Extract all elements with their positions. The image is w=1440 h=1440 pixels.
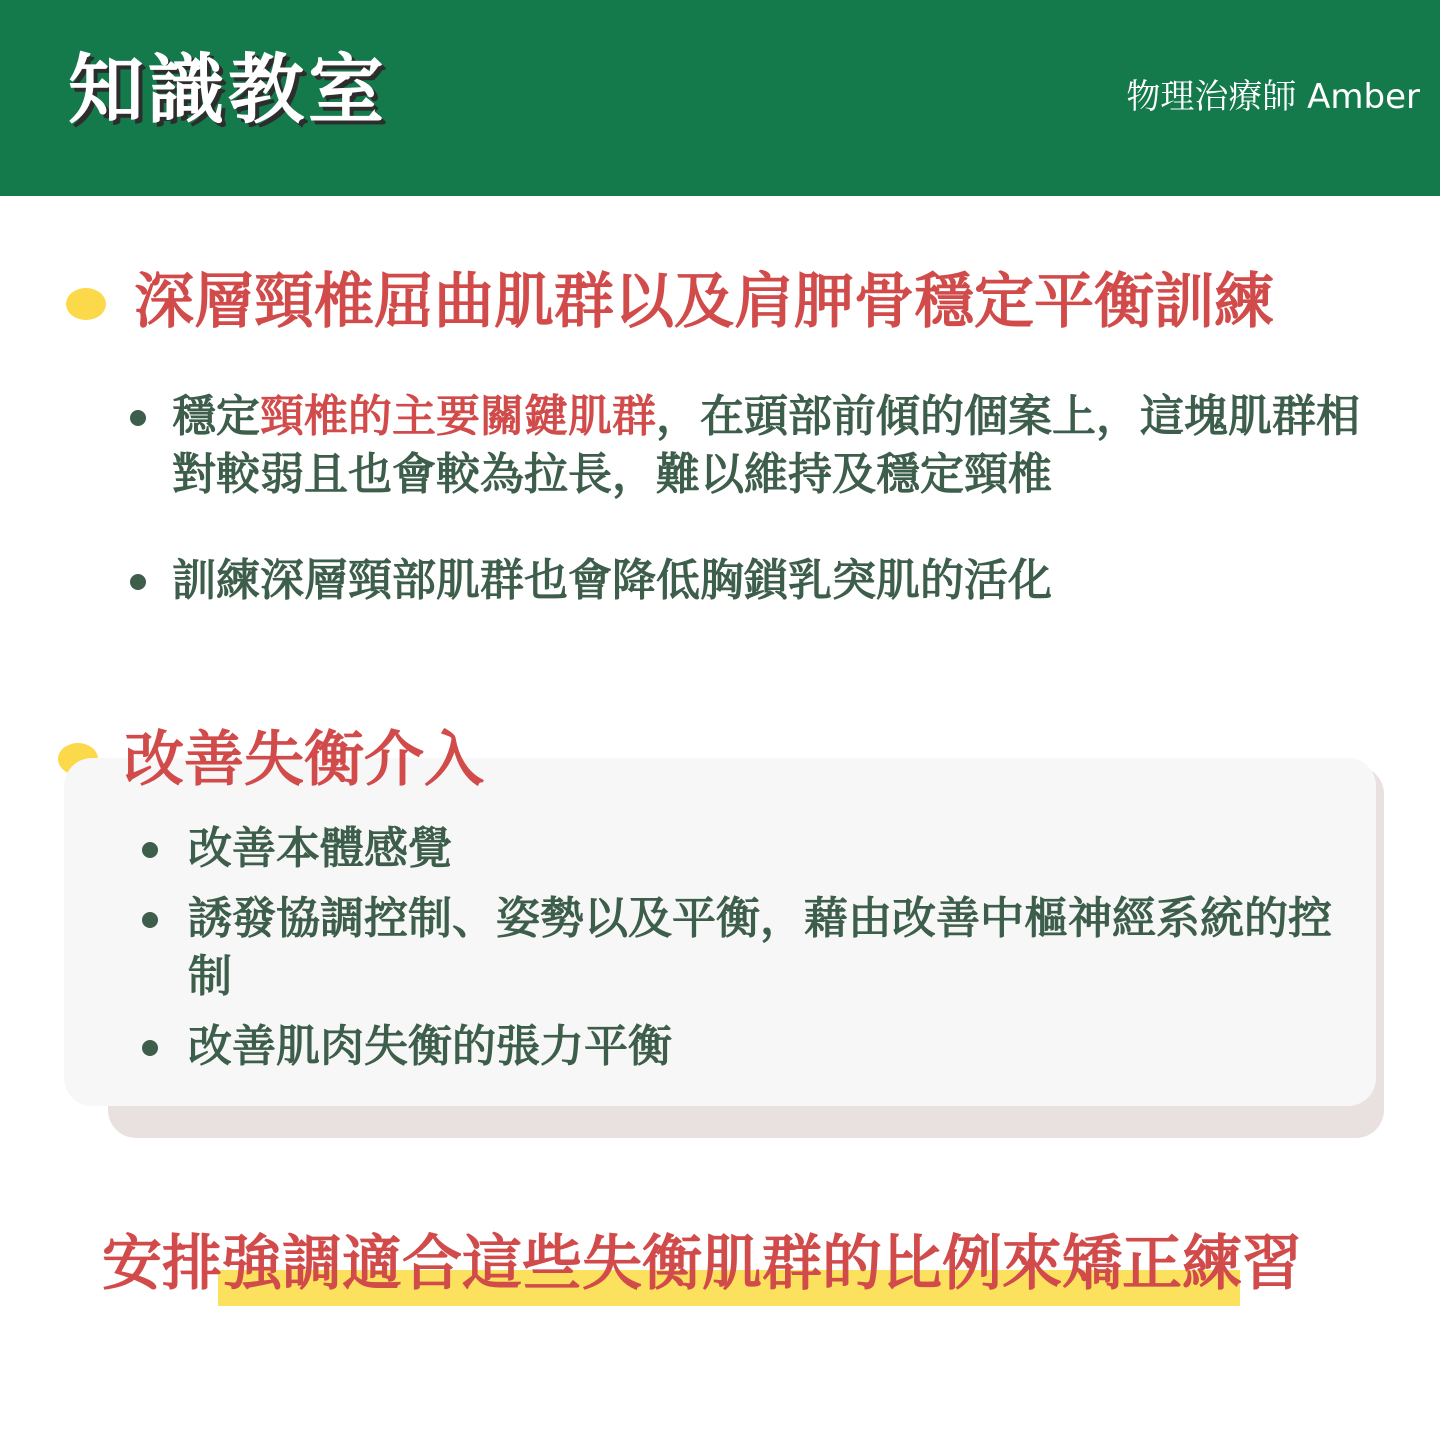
bullet-icon <box>142 912 158 928</box>
yellow-dot-icon <box>66 288 106 320</box>
bullet-text: 改善肌肉失衡的張力平衡 <box>188 1021 672 1072</box>
author-label: 物理治療師 Amber <box>1126 77 1420 117</box>
bullet-text-highlight: 頸椎的主要關鍵肌群 <box>260 391 656 442</box>
bullet-text: 訓練深層頸部肌群也會降低胸鎖乳突肌的活化 <box>172 555 1052 606</box>
section-title-training: 深層頸椎屈曲肌群以及肩胛骨穩定平衡訓練 <box>134 267 1274 337</box>
training-bullet-list <box>172 388 1362 658</box>
conclusion-text: 安排強調適合這些失衡肌群的比例來矯正練習 <box>102 1229 1302 1299</box>
bullet-icon <box>142 842 158 858</box>
bullet-icon <box>130 574 146 590</box>
section-title-intervention: 改善失衡介入 <box>124 725 484 795</box>
bullet-text-suffix: ，在頭部前傾的個案上，這塊肌群相對較弱且也會較為拉長，難以維持及穩定頸椎 <box>172 391 1360 500</box>
header-bar <box>0 0 1440 196</box>
conclusion-block <box>102 1230 1342 1320</box>
bullet-text: 誘發協調控制、姿勢以及平衡，藉由改善中樞神經系統的控制 <box>188 893 1332 1002</box>
list-item <box>188 1018 1358 1076</box>
bullet-icon <box>130 410 146 426</box>
list-item <box>188 820 1358 878</box>
intervention-bullet-list <box>188 820 1358 1088</box>
bullet-text-prefix: 穩定 <box>172 391 260 442</box>
bullet-icon <box>142 1040 158 1056</box>
list-item <box>172 388 1362 504</box>
page-title: 知識教室 <box>68 45 388 134</box>
list-item <box>188 890 1358 1006</box>
bullet-text: 改善本體感覺 <box>188 823 452 874</box>
list-item <box>172 552 1362 610</box>
